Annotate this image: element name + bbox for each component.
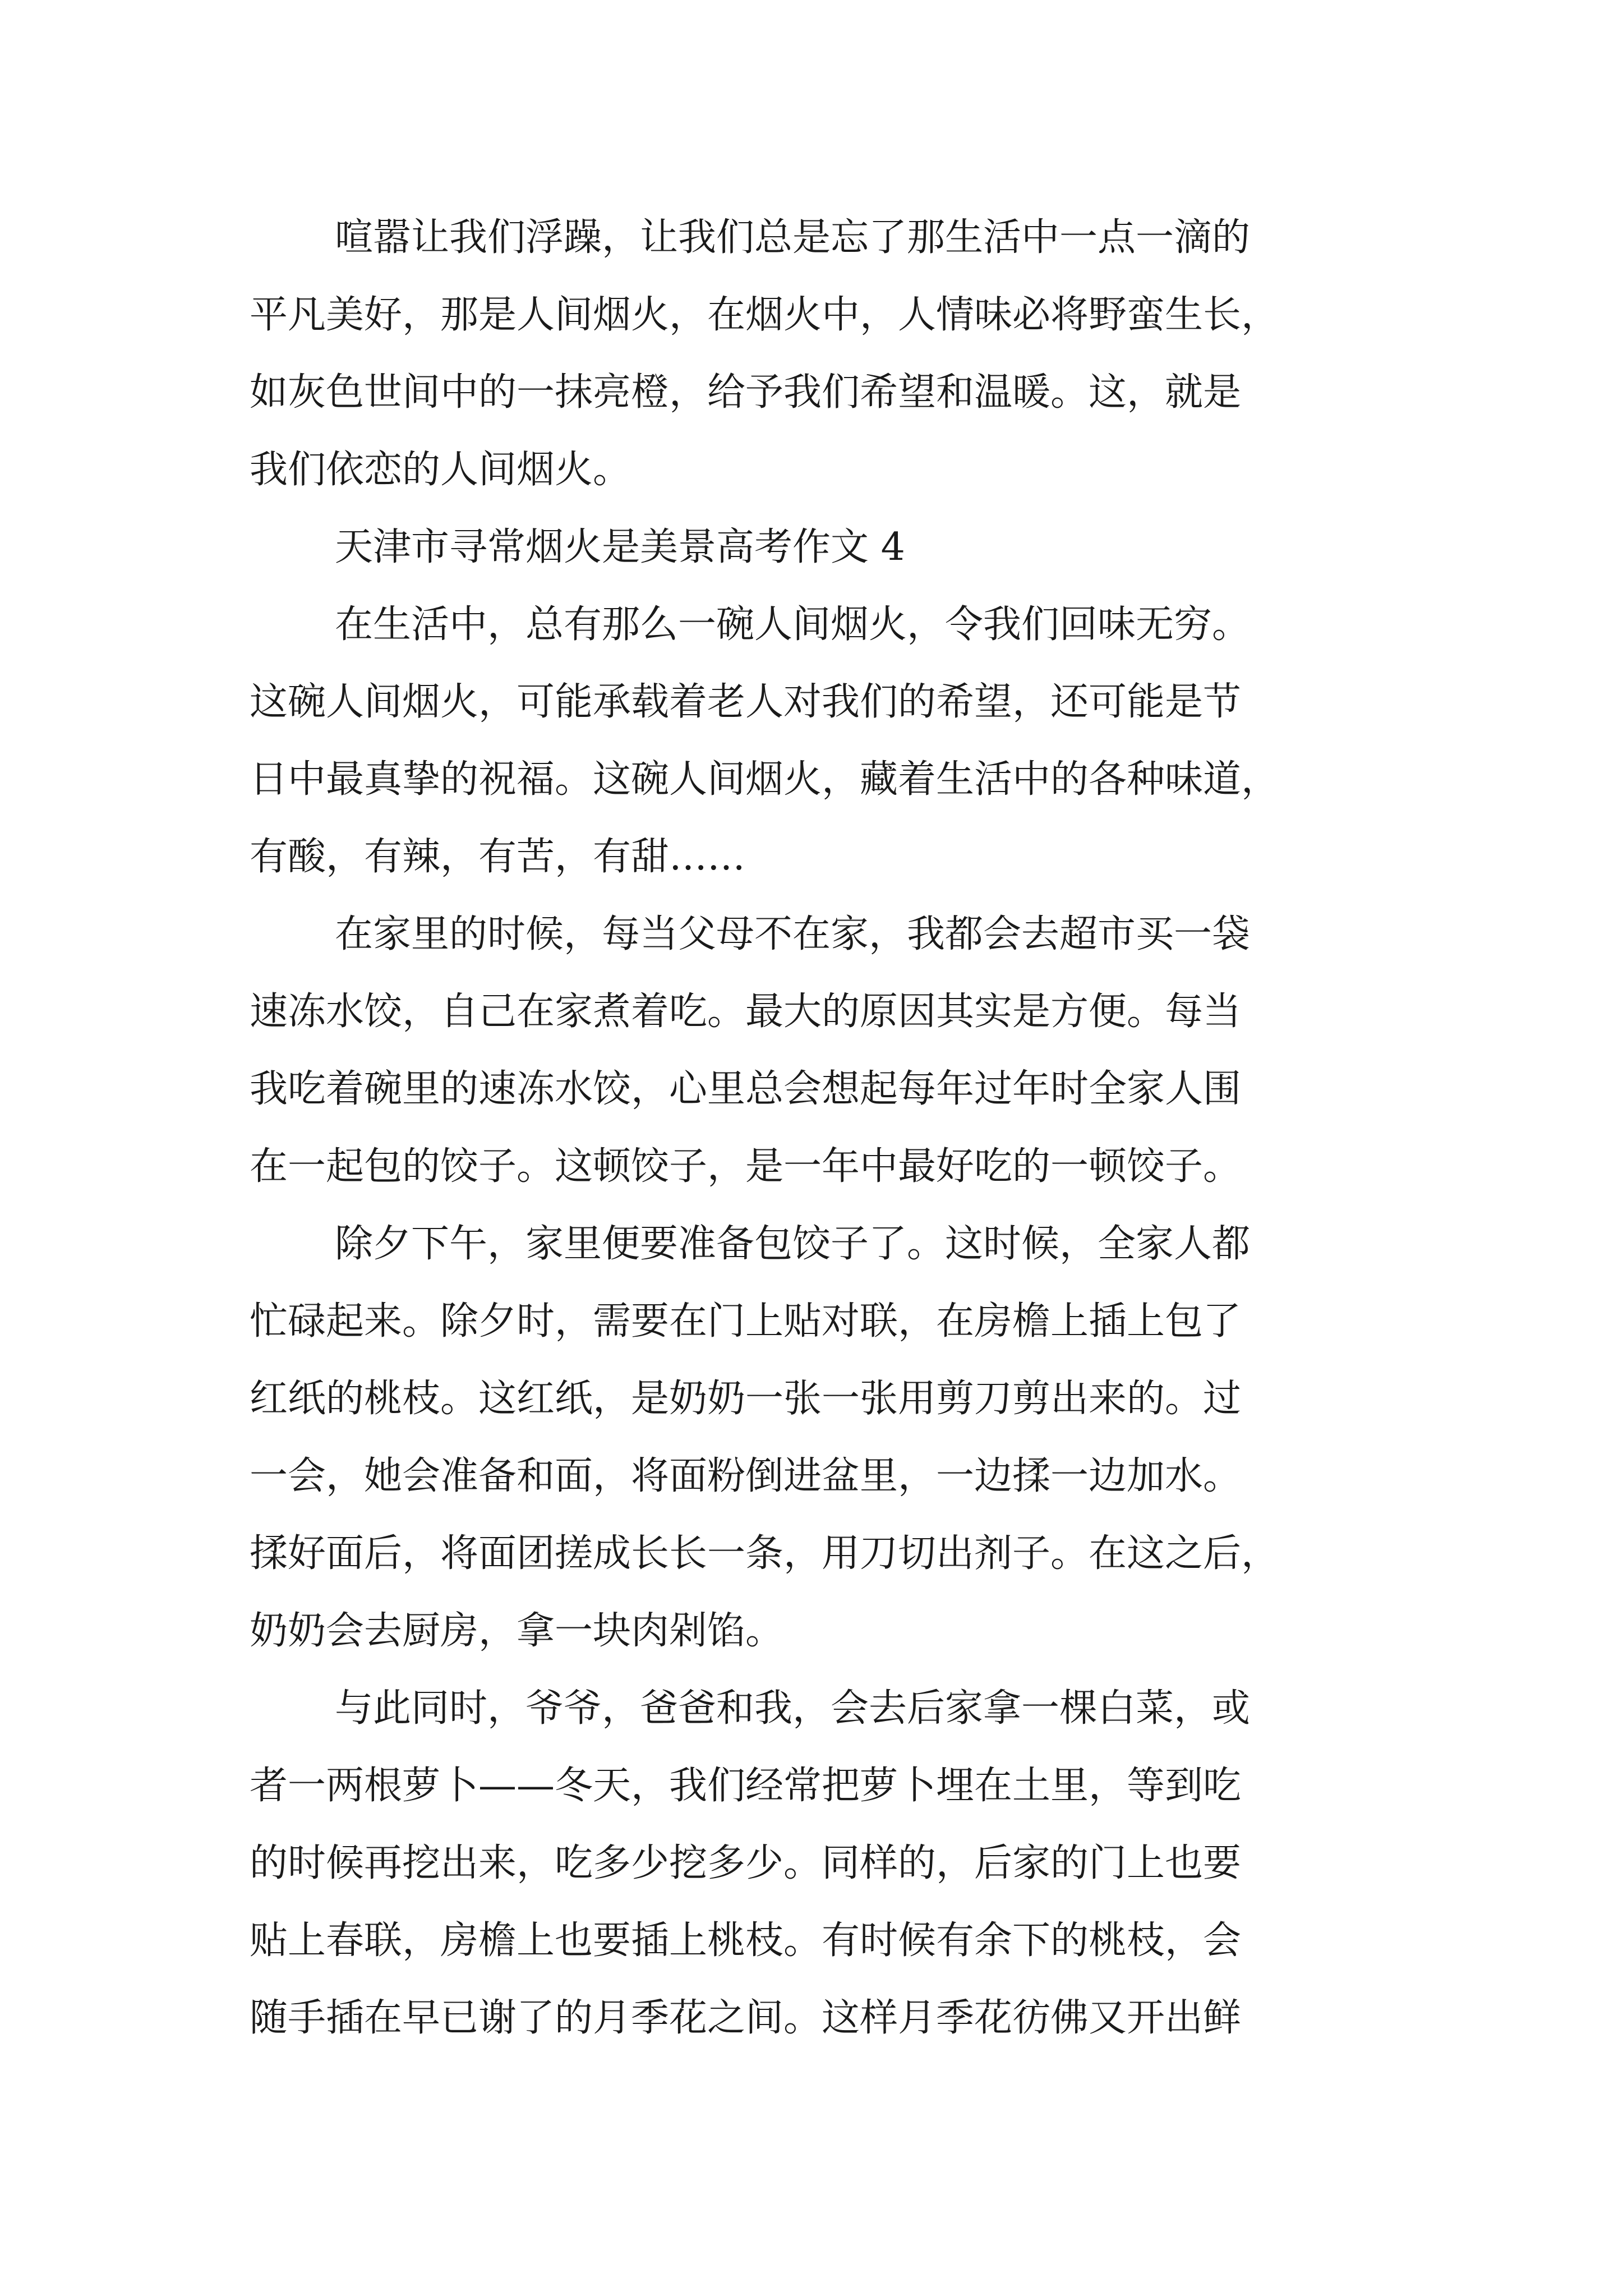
text-line: 速冻水饺，自己在家煮着吃。最大的原因其实是方便。每当 [250,990,1242,1034]
text-line: 与此同时，爷爷，爸爸和我，会去后家拿一棵白菜，或 [335,1686,1251,1731]
text-line: 如灰色世间中的一抹亮橙，给予我们希望和温暖。这，就是 [250,370,1242,415]
text-line: 在生活中，总有那么一碗人间烟火，令我们回味无穷。 [335,602,1251,647]
text-line: 忙碌起来。除夕时，需要在门上贴对联，在房檐上插上包了 [250,1299,1242,1343]
text-line: 喧嚣让我们浮躁，让我们总是忘了那生活中一点一滴的 [335,215,1251,260]
text-line: 贴上春联，房檐上也要插上桃枝。有时候有余下的桃枝，会 [250,1918,1242,1963]
text-line: 我们依恋的人间烟火。 [250,448,631,492]
paragraph-4 [250,1205,1405,1670]
section-heading [250,509,1405,586]
text-line: 日中最真挚的祝福。这碗人间烟火，藏着生活中的各种味道， [250,757,1280,802]
document-body [250,199,1405,2057]
text-line: 我吃着碗里的速冻水饺，心里总会想起每年过年时全家人围 [250,1067,1242,1111]
text-line: 揉好面后，将面团搓成长长一条，用刀切出剂子。在这之后， [250,1531,1280,1576]
text-line: 在一起包的饺子。这顿饺子，是一年中最好吃的一顿饺子。 [250,1144,1242,1189]
text-line: 随手插在早已谢了的月季花之间。这样月季花彷佛又开出鲜 [250,1996,1242,2040]
text-line: 红纸的桃枝。这红纸，是奶奶一张一张用剪刀剪出来的。过 [250,1377,1242,1421]
text-line: 一会，她会准备和面，将面粉倒进盆里，一边揉一边加水。 [250,1454,1242,1498]
paragraph-3 [250,896,1405,1205]
text-line: 平凡美好，那是人间烟火，在烟火中，人情味必将野蛮生长， [250,293,1280,337]
paragraph-5 [250,1670,1405,2057]
text-line: 奶奶会去厨房，拿一块肉剁馅。 [250,1609,784,1653]
text-line: 的时候再挖出来，吃多少挖多少。同样的，后家的门上也要 [250,1841,1242,1885]
heading-text: 天津市寻常烟火是美景高考作文 4 [335,525,905,569]
text-line: 有酸，有辣，有苦，有甜…… [250,835,746,879]
text-line: 者一两根萝卜——冬天，我们经常把萝卜埋在土里，等到吃 [250,1764,1242,1808]
text-line: 这碗人间烟火，可能承载着老人对我们的希望，还可能是节 [250,680,1242,724]
text-line: 在家里的时候，每当父母不在家，我都会去超市买一袋 [335,912,1251,956]
paragraph-1 [250,199,1405,509]
paragraph-2 [250,586,1405,896]
text-line: 除夕下午，家里便要准备包饺子了。这时候，全家人都 [335,1222,1251,1266]
